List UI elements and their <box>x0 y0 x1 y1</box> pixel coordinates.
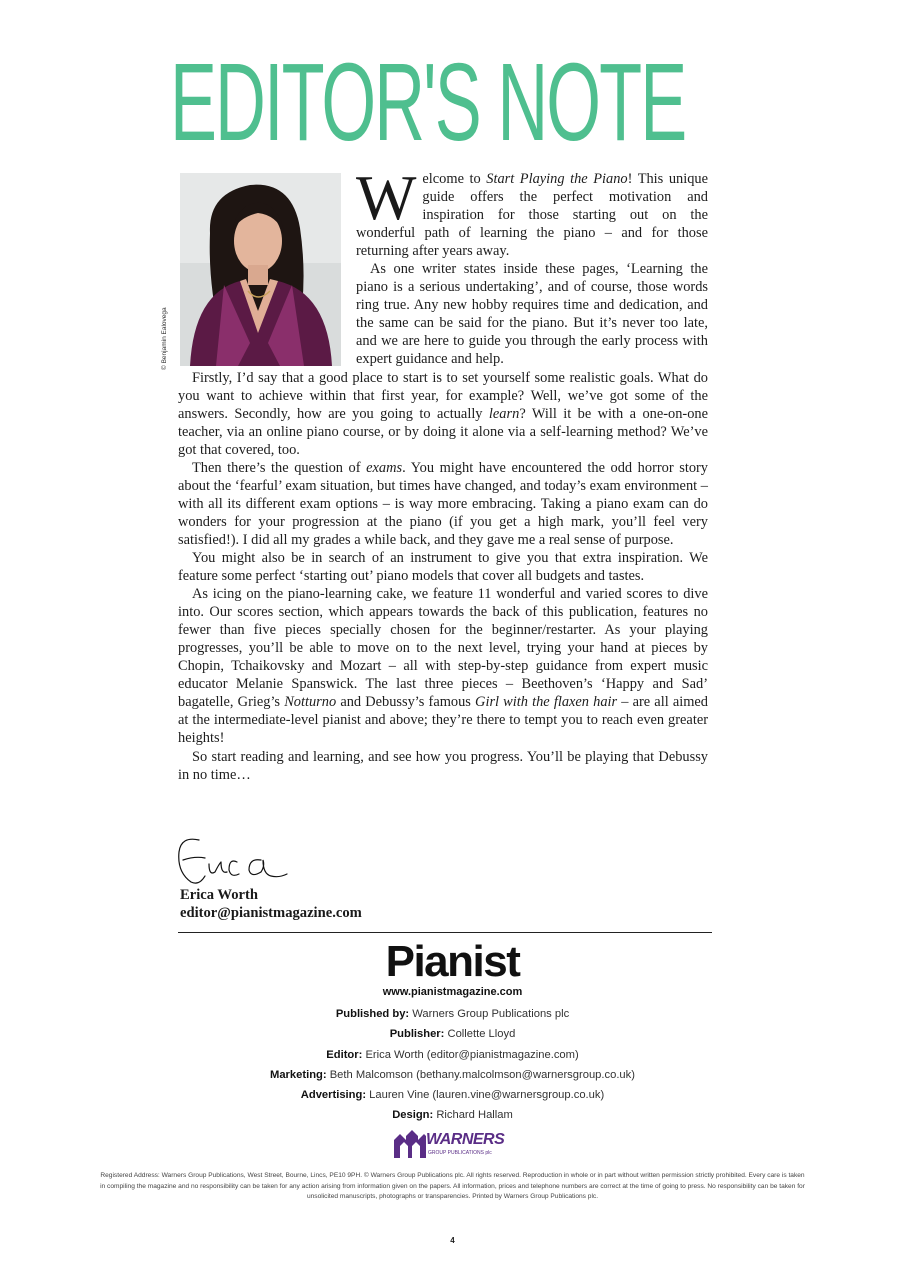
p3-start: Firstly, I’d say that a good place to start is to set yourself some realistic goals. What do you want to achieve within that first year, for example? Well, we’ve got some of the answers. Secondly, how are you going to actually <box>178 369 708 422</box>
credit-advertising <box>0 1085 905 1105</box>
p3-italic: learn <box>488 405 520 422</box>
credit-label: Design: <box>392 1109 434 1122</box>
p4-start: Then there’s the question of <box>192 459 367 476</box>
credit-value: Erica Worth (editor@pianistmagazine.com) <box>362 1048 579 1061</box>
p4-italic: exams <box>366 459 403 476</box>
credit-label: Advertising: <box>300 1089 367 1102</box>
website-link[interactable]: www.pianistmagazine.com <box>382 986 523 998</box>
credit-editor <box>0 1045 905 1065</box>
p6-start: As icing on the piano-learning cake, we feature 11 wonderful and varied scores to dive into. Our scores section, which appears towards the back of this publication, features no fewer than five pieces specially chosen for the beginner/restarter. As your playing progresses, you’ll be able to move on to the next level, trying your hand at pieces by Chopin, Tchaikovsky and Mozart – all with step-by-step guidance from expert music educator Melanie Spanswick. The last three pieces – Beethoven’s ‘Happy and Sad’ bagatelle, Grieg’s <box>178 586 708 711</box>
article-body <box>178 162 708 784</box>
credit-label: Published by: <box>335 1008 410 1020</box>
logo-wordmark: WARNERS <box>426 1131 505 1148</box>
logo-subtitle: GROUP PUBLICATIONS plc <box>428 1150 492 1156</box>
credit-value: Richard Hallam <box>433 1109 513 1122</box>
author-email[interactable]: editor@pianistmagazine.com <box>180 905 362 921</box>
signature <box>175 832 295 892</box>
paragraph-2: As one writer states inside these pages, ‘Learning the piano is a serious undertaking’, and of course, those words ring true. Any new hobby requires time and dedication, and the same can be said for the piano. But it’s never too late, and we are here to guide you through the early process with expert guidance and help. <box>356 261 708 368</box>
credit-value: Beth Malcomson (bethany.malcolmson@warnersgroup.co.uk) <box>326 1068 635 1081</box>
credit-published-by <box>0 1004 905 1024</box>
paragraph-4 <box>178 459 708 549</box>
p3-end: ? Will it be with a one-on-one teacher, via an online piano course, or by doing it alone via a self-learning method? We’ve got that covered, too. <box>178 405 708 458</box>
credit-label: Editor: <box>326 1048 363 1061</box>
p4-end: . You might have encountered the odd horror story about the ‘fearful’ exam situation, but times have changed, and today’s exam environment – with all its different exam options – is way more embracing. Taking a piano exam can do wonders for your progression at the piano (if you get a high mark, you’ll feel very satisfied!). I did all my grades a while back, and they gave me a real sense of purpose. <box>178 459 708 548</box>
credit-label: Marketing: <box>270 1068 327 1081</box>
staff-credits <box>0 1004 905 1126</box>
p6-middle: and Debussy’s famous <box>336 694 476 711</box>
p6-italic-1: Notturno <box>284 694 337 711</box>
paragraph-5: You might also be in search of an instrument to give you that extra inspiration. We feature some perfect ‘starting out’ piano models that cover all budgets and tastes. <box>178 549 708 585</box>
page-title: EDITOR'S NOTE <box>170 41 686 164</box>
author-name: Erica Worth <box>180 887 258 903</box>
credit-value: Warners Group Publications plc <box>409 1008 570 1020</box>
masthead-logo: Pianist <box>385 937 520 986</box>
credit-design <box>0 1105 905 1125</box>
paragraph-7: So start reading and learning, and see how you progress. You’ll be playing that Debussy in no time… <box>178 748 708 783</box>
credit-marketing <box>0 1065 905 1085</box>
credit-label: Publisher: <box>389 1028 445 1041</box>
intro-lead: elcome to <box>422 171 487 187</box>
page-number: 4 <box>450 1236 455 1245</box>
dropcap: W <box>356 162 417 233</box>
p6-italic-2: Girl with the flaxen hair <box>475 694 618 711</box>
photo-credit: © Benjamin Ealovega <box>161 307 168 370</box>
paragraph-3 <box>178 369 708 459</box>
credit-value: Lauren Vine (lauren.vine@warnersgroup.co.uk) <box>366 1089 605 1102</box>
divider <box>178 932 712 933</box>
intro-italic: Start Playing the Piano <box>486 171 628 187</box>
intro-paragraph <box>356 162 708 369</box>
paragraph-6 <box>178 585 708 747</box>
intro-rest: ! This unique guide offers the perfect motivation and inspiration for those starting out on the wonderful path of learning the piano – and for those returning after years away. <box>356 171 708 260</box>
legal-notice: Registered Address: Warners Group Publications, West Street, Bourne, Lincs, PE10 9PH. © Warners Group Publications plc. All rights reserved. Reproduction in whole or in part without written permission strictly prohibited. Every care is taken in compiling the magazine and no responsibility can be taken for any action arising from information given on the papers. All information, prices and telephone numbers are correct at the time of going to press. No responsibility can be taken for unsolicited manuscripts, photographs or transparencies. Printed by Warners Group Publications plc. <box>100 1172 805 1200</box>
credit-value: Collette Lloyd <box>444 1028 516 1041</box>
credit-publisher <box>0 1024 905 1044</box>
p6-end: – are all aimed at the intermediate-level pianist and above; they’re there to tempt you to reach even greater heights! <box>178 694 708 747</box>
